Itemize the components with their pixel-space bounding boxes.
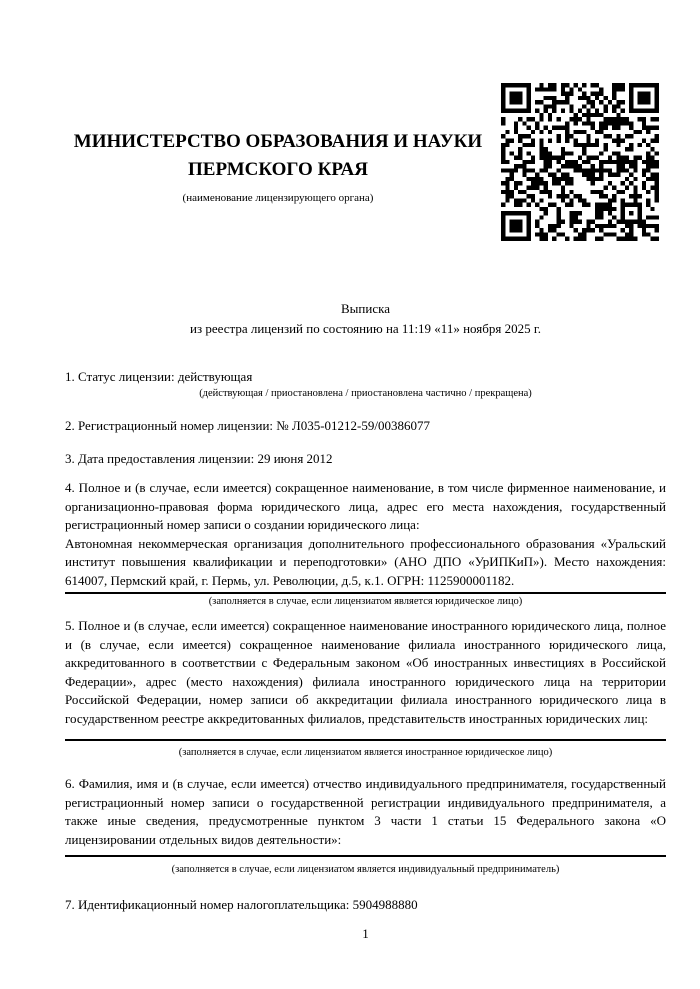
document-header bbox=[63, 128, 493, 205]
licensing-authority-name: МИНИСТЕРСТВО ОБРАЗОВАНИЯ И НАУКИ ПЕРМСКОГО КРАЯ bbox=[73, 131, 483, 180]
item-2-text: 2. Регистрационный номер лицензии: № Л035-01212-59/00386077 bbox=[65, 418, 431, 433]
item-5-note: (заполняется в случае, если лицензиатом является иностранное юридическое лицо) bbox=[178, 747, 553, 758]
item-6-note: (заполняется в случае, если лицензиатом является индивидуальный предприниматель) bbox=[171, 864, 560, 875]
licensing-authority-caption: (наименование лицензирующего органа) bbox=[182, 192, 374, 204]
document-title bbox=[65, 299, 666, 338]
item-4-legal-entity bbox=[65, 479, 666, 590]
item-2-registration-number bbox=[65, 417, 666, 436]
item-7-text: 7. Идентификационный номер налогоплательщика: 5904988880 bbox=[65, 897, 418, 912]
qr-code-icon bbox=[501, 83, 659, 241]
item-7-taxpayer-number bbox=[65, 896, 666, 915]
item-5-prompt: 5. Полное и (в случае, если имеется) сокращенное наименование иностранного юридического лица, полное и (в случае, если имеется) сокращенное наименование филиала иностранного юридического лица, аккредитованного в соответствии с Федеральным законом «Об иностранных инвестициях в Российской Федерации», адрес (место нахождения) филиала иностранного юридического лица на территории Российской Федерации, номер записи об аккредитации филиала иностранного юридического лица в государственном реестре аккредитованных филиалов, представительств иностранных юридических лиц: bbox=[65, 618, 666, 726]
item-4-note: (заполняется в случае, если лицензиатом является юридическое лицо) bbox=[208, 596, 523, 607]
item-1-status bbox=[65, 368, 666, 387]
title-subtitle: из реестра лицензий по состоянию на 11:19 «11» ноября 2025 г. bbox=[190, 320, 541, 336]
item-3-text: 3. Дата предоставления лицензии: 29 июня 2012 bbox=[65, 451, 333, 466]
item-1-note: (действующая / приостановлена / приостановлена частично / прекращена) bbox=[199, 388, 532, 399]
title-line: Выписка bbox=[341, 301, 390, 316]
item-5-foreign-entity bbox=[65, 617, 666, 728]
item-4-prompt: 4. Полное и (в случае, если имеется) сокращенное наименование, в том числе фирменное наименование, и организационно-правовая форма юридического лица, адрес его места нахождения, государственный регистрационный номер записи о создании юридического лица: bbox=[65, 480, 666, 532]
item-4-value: Автономная некоммерческая организация дополнительного профессионального образования «Уральский институт повышения квалификации и переподготовки» (АНО ДПО «УрИПКиП»). Место нахождения: 614007, Пермский край, г. Пермь, ул. Революции, д.5, к.1. ОГРН: 1125900001182. bbox=[65, 535, 666, 588]
page-number: 1 bbox=[362, 926, 369, 941]
item-4-fill-line bbox=[65, 592, 666, 594]
item-6-prompt: 6. Фамилия, имя и (в случае, если имеется) отчество индивидуального предпринимателя, государственный регистрационный номер записи о государственной регистрации индивидуального предпринимателя, а также иные сведения, предусмотренные пунктом 3 части 1 статьи 15 Федерального закона «О лицензировании отдельных видов деятельности»: bbox=[65, 776, 666, 847]
item-3-license-date bbox=[65, 450, 666, 469]
item-5-fill-line bbox=[65, 739, 666, 741]
item-6-individual-entrepreneur bbox=[65, 775, 666, 849]
item-1-text: 1. Статус лицензии: действующая bbox=[65, 369, 253, 384]
item-6-fill-line bbox=[65, 855, 666, 857]
